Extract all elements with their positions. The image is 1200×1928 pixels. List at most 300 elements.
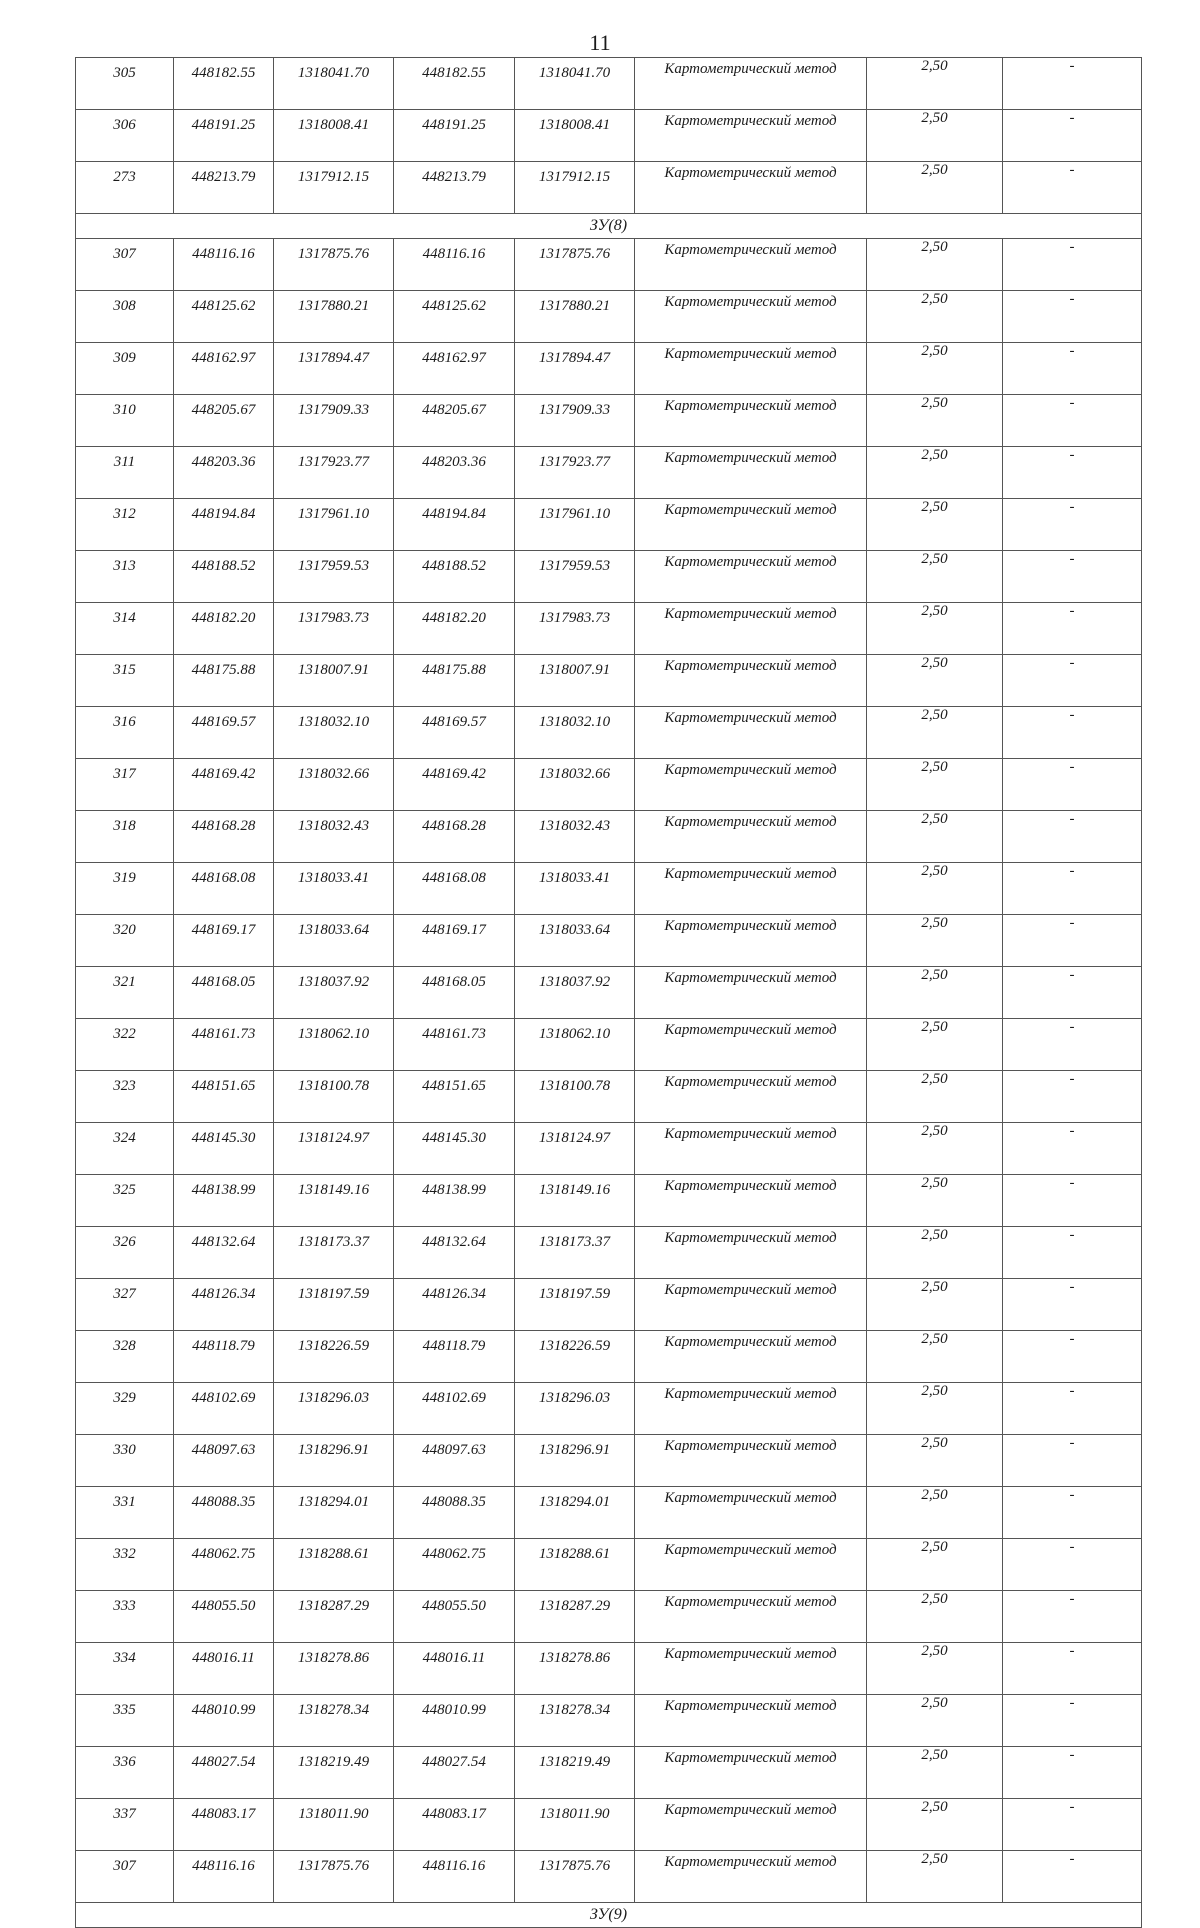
note-cell: - xyxy=(1003,499,1142,551)
table-row xyxy=(76,162,1142,214)
note-cell: - xyxy=(1003,1747,1142,1799)
x-coordinate-new-cell: 448102.69 xyxy=(394,1383,515,1435)
x-coordinate-cell: 448126.34 xyxy=(174,1279,274,1331)
table-row xyxy=(76,291,1142,343)
table-row xyxy=(76,395,1142,447)
point-id-cell: 337 xyxy=(76,1799,174,1851)
x-coordinate-new-cell: 448205.67 xyxy=(394,395,515,447)
y-coordinate-cell: 1318226.59 xyxy=(274,1331,394,1383)
point-id-cell: 324 xyxy=(76,1123,174,1175)
x-coordinate-cell: 448116.16 xyxy=(174,239,274,291)
x-coordinate-new-cell: 448168.08 xyxy=(394,863,515,915)
table-row xyxy=(76,1123,1142,1175)
point-id-cell: 315 xyxy=(76,655,174,707)
note-cell: - xyxy=(1003,915,1142,967)
x-coordinate-new-cell: 448062.75 xyxy=(394,1539,515,1591)
point-id-cell: 316 xyxy=(76,707,174,759)
y-coordinate-new-cell: 1317983.73 xyxy=(515,603,635,655)
table-row xyxy=(76,1747,1142,1799)
x-coordinate-new-cell: 448027.54 xyxy=(394,1747,515,1799)
table-row xyxy=(76,1279,1142,1331)
y-coordinate-new-cell: 1318032.43 xyxy=(515,811,635,863)
y-coordinate-new-cell: 1318124.97 xyxy=(515,1123,635,1175)
x-coordinate-new-cell: 448125.62 xyxy=(394,291,515,343)
y-coordinate-new-cell: 1318294.01 xyxy=(515,1487,635,1539)
accuracy-cell: 2,50 xyxy=(867,1071,1003,1123)
x-coordinate-cell: 448203.36 xyxy=(174,447,274,499)
y-coordinate-cell: 1317959.53 xyxy=(274,551,394,603)
y-coordinate-new-cell: 1317961.10 xyxy=(515,499,635,551)
y-coordinate-cell: 1318288.61 xyxy=(274,1539,394,1591)
method-cell: Картометрический метод xyxy=(635,1227,867,1279)
note-cell: - xyxy=(1003,291,1142,343)
table-row xyxy=(76,499,1142,551)
method-cell: Картометрический метод xyxy=(635,1487,867,1539)
y-coordinate-cell: 1318011.90 xyxy=(274,1799,394,1851)
y-coordinate-new-cell: 1317912.15 xyxy=(515,162,635,214)
accuracy-cell: 2,50 xyxy=(867,1175,1003,1227)
note-cell: - xyxy=(1003,1071,1142,1123)
y-coordinate-new-cell: 1318037.92 xyxy=(515,967,635,1019)
x-coordinate-cell: 448116.16 xyxy=(174,1851,274,1903)
y-coordinate-cell: 1317909.33 xyxy=(274,395,394,447)
y-coordinate-new-cell: 1317880.21 xyxy=(515,291,635,343)
x-coordinate-cell: 448194.84 xyxy=(174,499,274,551)
note-cell: - xyxy=(1003,1435,1142,1487)
method-cell: Картометрический метод xyxy=(635,1019,867,1071)
point-id-cell: 310 xyxy=(76,395,174,447)
y-coordinate-cell: 1318033.64 xyxy=(274,915,394,967)
accuracy-cell: 2,50 xyxy=(867,1227,1003,1279)
x-coordinate-new-cell: 448194.84 xyxy=(394,499,515,551)
x-coordinate-new-cell: 448203.36 xyxy=(394,447,515,499)
table-row xyxy=(76,967,1142,1019)
table-row xyxy=(76,1643,1142,1695)
y-coordinate-cell: 1318032.10 xyxy=(274,707,394,759)
accuracy-cell: 2,50 xyxy=(867,1279,1003,1331)
note-cell: - xyxy=(1003,58,1142,110)
method-cell: Картометрический метод xyxy=(635,863,867,915)
note-cell: - xyxy=(1003,1279,1142,1331)
x-coordinate-new-cell: 448188.52 xyxy=(394,551,515,603)
x-coordinate-new-cell: 448010.99 xyxy=(394,1695,515,1747)
x-coordinate-new-cell: 448088.35 xyxy=(394,1487,515,1539)
y-coordinate-cell: 1318278.34 xyxy=(274,1695,394,1747)
x-coordinate-cell: 448169.17 xyxy=(174,915,274,967)
y-coordinate-new-cell: 1318007.91 xyxy=(515,655,635,707)
y-coordinate-cell: 1318124.97 xyxy=(274,1123,394,1175)
table-row xyxy=(76,811,1142,863)
table-row xyxy=(76,58,1142,110)
point-id-cell: 327 xyxy=(76,1279,174,1331)
note-cell: - xyxy=(1003,1799,1142,1851)
section-label: ЗУ(9) xyxy=(76,1903,1142,1928)
method-cell: Картометрический метод xyxy=(635,1435,867,1487)
point-id-cell: 273 xyxy=(76,162,174,214)
accuracy-cell: 2,50 xyxy=(867,603,1003,655)
x-coordinate-new-cell: 448169.57 xyxy=(394,707,515,759)
point-id-cell: 309 xyxy=(76,343,174,395)
y-coordinate-cell: 1318100.78 xyxy=(274,1071,394,1123)
note-cell: - xyxy=(1003,655,1142,707)
accuracy-cell: 2,50 xyxy=(867,1123,1003,1175)
section-label: ЗУ(8) xyxy=(76,214,1142,239)
point-id-cell: 307 xyxy=(76,239,174,291)
x-coordinate-cell: 448138.99 xyxy=(174,1175,274,1227)
point-id-cell: 326 xyxy=(76,1227,174,1279)
accuracy-cell: 2,50 xyxy=(867,1851,1003,1903)
x-coordinate-new-cell: 448169.42 xyxy=(394,759,515,811)
table-row xyxy=(76,1851,1142,1903)
y-coordinate-new-cell: 1318197.59 xyxy=(515,1279,635,1331)
table-row xyxy=(76,707,1142,759)
y-coordinate-new-cell: 1318278.34 xyxy=(515,1695,635,1747)
y-coordinate-new-cell: 1318041.70 xyxy=(515,58,635,110)
x-coordinate-new-cell: 448168.28 xyxy=(394,811,515,863)
x-coordinate-cell: 448162.97 xyxy=(174,343,274,395)
table-row xyxy=(76,1539,1142,1591)
x-coordinate-new-cell: 448145.30 xyxy=(394,1123,515,1175)
note-cell: - xyxy=(1003,707,1142,759)
y-coordinate-new-cell: 1318033.41 xyxy=(515,863,635,915)
point-id-cell: 323 xyxy=(76,1071,174,1123)
x-coordinate-new-cell: 448151.65 xyxy=(394,1071,515,1123)
table-row xyxy=(76,863,1142,915)
y-coordinate-cell: 1318287.29 xyxy=(274,1591,394,1643)
table-row xyxy=(76,759,1142,811)
table-row xyxy=(76,1487,1142,1539)
accuracy-cell: 2,50 xyxy=(867,395,1003,447)
accuracy-cell: 2,50 xyxy=(867,915,1003,967)
accuracy-cell: 2,50 xyxy=(867,58,1003,110)
point-id-cell: 313 xyxy=(76,551,174,603)
note-cell: - xyxy=(1003,863,1142,915)
y-coordinate-cell: 1318296.91 xyxy=(274,1435,394,1487)
point-id-cell: 330 xyxy=(76,1435,174,1487)
accuracy-cell: 2,50 xyxy=(867,447,1003,499)
y-coordinate-new-cell: 1318032.10 xyxy=(515,707,635,759)
note-cell: - xyxy=(1003,1175,1142,1227)
y-coordinate-cell: 1318197.59 xyxy=(274,1279,394,1331)
note-cell: - xyxy=(1003,1643,1142,1695)
table-row xyxy=(76,1695,1142,1747)
accuracy-cell: 2,50 xyxy=(867,1643,1003,1695)
x-coordinate-cell: 448168.08 xyxy=(174,863,274,915)
point-id-cell: 318 xyxy=(76,811,174,863)
x-coordinate-cell: 448132.64 xyxy=(174,1227,274,1279)
method-cell: Картометрический метод xyxy=(635,162,867,214)
method-cell: Картометрический метод xyxy=(635,1747,867,1799)
x-coordinate-cell: 448055.50 xyxy=(174,1591,274,1643)
table-row xyxy=(76,1227,1142,1279)
table-row xyxy=(76,603,1142,655)
x-coordinate-new-cell: 448126.34 xyxy=(394,1279,515,1331)
table-row xyxy=(76,1435,1142,1487)
y-coordinate-new-cell: 1318226.59 xyxy=(515,1331,635,1383)
table-row xyxy=(76,1799,1142,1851)
accuracy-cell: 2,50 xyxy=(867,1331,1003,1383)
y-coordinate-new-cell: 1317894.47 xyxy=(515,343,635,395)
accuracy-cell: 2,50 xyxy=(867,707,1003,759)
x-coordinate-new-cell: 448116.16 xyxy=(394,239,515,291)
x-coordinate-cell: 448175.88 xyxy=(174,655,274,707)
method-cell: Картометрический метод xyxy=(635,707,867,759)
y-coordinate-new-cell: 1318296.03 xyxy=(515,1383,635,1435)
method-cell: Картометрический метод xyxy=(635,551,867,603)
method-cell: Картометрический метод xyxy=(635,499,867,551)
table-row xyxy=(76,1383,1142,1435)
x-coordinate-cell: 448169.57 xyxy=(174,707,274,759)
method-cell: Картометрический метод xyxy=(635,1851,867,1903)
note-cell: - xyxy=(1003,1331,1142,1383)
x-coordinate-cell: 448168.28 xyxy=(174,811,274,863)
table-row xyxy=(76,915,1142,967)
point-id-cell: 335 xyxy=(76,1695,174,1747)
accuracy-cell: 2,50 xyxy=(867,1591,1003,1643)
point-id-cell: 328 xyxy=(76,1331,174,1383)
x-coordinate-cell: 448016.11 xyxy=(174,1643,274,1695)
x-coordinate-new-cell: 448138.99 xyxy=(394,1175,515,1227)
method-cell: Картометрический метод xyxy=(635,967,867,1019)
y-coordinate-cell: 1317983.73 xyxy=(274,603,394,655)
x-coordinate-cell: 448118.79 xyxy=(174,1331,274,1383)
x-coordinate-cell: 448168.05 xyxy=(174,967,274,1019)
y-coordinate-cell: 1318008.41 xyxy=(274,110,394,162)
table-row xyxy=(76,343,1142,395)
table-row xyxy=(76,1331,1142,1383)
note-cell: - xyxy=(1003,551,1142,603)
y-coordinate-new-cell: 1317959.53 xyxy=(515,551,635,603)
table-row xyxy=(76,447,1142,499)
note-cell: - xyxy=(1003,1019,1142,1071)
accuracy-cell: 2,50 xyxy=(867,551,1003,603)
note-cell: - xyxy=(1003,1123,1142,1175)
note-cell: - xyxy=(1003,603,1142,655)
note-cell: - xyxy=(1003,1851,1142,1903)
x-coordinate-cell: 448027.54 xyxy=(174,1747,274,1799)
x-coordinate-cell: 448010.99 xyxy=(174,1695,274,1747)
accuracy-cell: 2,50 xyxy=(867,162,1003,214)
method-cell: Картометрический метод xyxy=(635,759,867,811)
accuracy-cell: 2,50 xyxy=(867,759,1003,811)
note-cell: - xyxy=(1003,967,1142,1019)
method-cell: Картометрический метод xyxy=(635,603,867,655)
x-coordinate-new-cell: 448182.55 xyxy=(394,58,515,110)
accuracy-cell: 2,50 xyxy=(867,343,1003,395)
y-coordinate-cell: 1318296.03 xyxy=(274,1383,394,1435)
coordinates-table xyxy=(75,57,1142,1928)
point-id-cell: 336 xyxy=(76,1747,174,1799)
accuracy-cell: 2,50 xyxy=(867,1435,1003,1487)
x-coordinate-cell: 448161.73 xyxy=(174,1019,274,1071)
note-cell: - xyxy=(1003,110,1142,162)
method-cell: Картометрический метод xyxy=(635,1071,867,1123)
method-cell: Картометрический метод xyxy=(635,291,867,343)
point-id-cell: 306 xyxy=(76,110,174,162)
x-coordinate-cell: 448169.42 xyxy=(174,759,274,811)
x-coordinate-cell: 448182.55 xyxy=(174,58,274,110)
y-coordinate-new-cell: 1318173.37 xyxy=(515,1227,635,1279)
point-id-cell: 332 xyxy=(76,1539,174,1591)
point-id-cell: 329 xyxy=(76,1383,174,1435)
method-cell: Картометрический метод xyxy=(635,58,867,110)
note-cell: - xyxy=(1003,447,1142,499)
y-coordinate-new-cell: 1318033.64 xyxy=(515,915,635,967)
method-cell: Картометрический метод xyxy=(635,447,867,499)
x-coordinate-cell: 448151.65 xyxy=(174,1071,274,1123)
note-cell: - xyxy=(1003,1383,1142,1435)
y-coordinate-new-cell: 1318008.41 xyxy=(515,110,635,162)
y-coordinate-cell: 1318032.66 xyxy=(274,759,394,811)
point-id-cell: 314 xyxy=(76,603,174,655)
accuracy-cell: 2,50 xyxy=(867,863,1003,915)
method-cell: Картометрический метод xyxy=(635,1175,867,1227)
note-cell: - xyxy=(1003,759,1142,811)
x-coordinate-new-cell: 448161.73 xyxy=(394,1019,515,1071)
note-cell: - xyxy=(1003,162,1142,214)
method-cell: Картометрический метод xyxy=(635,1799,867,1851)
y-coordinate-new-cell: 1318287.29 xyxy=(515,1591,635,1643)
y-coordinate-new-cell: 1318011.90 xyxy=(515,1799,635,1851)
x-coordinate-cell: 448088.35 xyxy=(174,1487,274,1539)
section-header-row xyxy=(76,214,1142,239)
y-coordinate-cell: 1317912.15 xyxy=(274,162,394,214)
y-coordinate-cell: 1318007.91 xyxy=(274,655,394,707)
point-id-cell: 305 xyxy=(76,58,174,110)
table-row xyxy=(76,1019,1142,1071)
accuracy-cell: 2,50 xyxy=(867,1539,1003,1591)
y-coordinate-cell: 1317875.76 xyxy=(274,239,394,291)
method-cell: Картометрический метод xyxy=(635,1643,867,1695)
x-coordinate-cell: 448182.20 xyxy=(174,603,274,655)
x-coordinate-new-cell: 448132.64 xyxy=(394,1227,515,1279)
table-row xyxy=(76,110,1142,162)
y-coordinate-cell: 1317880.21 xyxy=(274,291,394,343)
x-coordinate-new-cell: 448169.17 xyxy=(394,915,515,967)
x-coordinate-new-cell: 448162.97 xyxy=(394,343,515,395)
x-coordinate-cell: 448102.69 xyxy=(174,1383,274,1435)
y-coordinate-new-cell: 1317909.33 xyxy=(515,395,635,447)
accuracy-cell: 2,50 xyxy=(867,110,1003,162)
method-cell: Картометрический метод xyxy=(635,915,867,967)
point-id-cell: 333 xyxy=(76,1591,174,1643)
y-coordinate-cell: 1318294.01 xyxy=(274,1487,394,1539)
note-cell: - xyxy=(1003,1227,1142,1279)
x-coordinate-cell: 448125.62 xyxy=(174,291,274,343)
point-id-cell: 321 xyxy=(76,967,174,1019)
accuracy-cell: 2,50 xyxy=(867,239,1003,291)
note-cell: - xyxy=(1003,1539,1142,1591)
table-row xyxy=(76,1175,1142,1227)
method-cell: Картометрический метод xyxy=(635,110,867,162)
x-coordinate-cell: 448145.30 xyxy=(174,1123,274,1175)
y-coordinate-cell: 1318062.10 xyxy=(274,1019,394,1071)
y-coordinate-cell: 1318041.70 xyxy=(274,58,394,110)
x-coordinate-new-cell: 448055.50 xyxy=(394,1591,515,1643)
x-coordinate-cell: 448188.52 xyxy=(174,551,274,603)
note-cell: - xyxy=(1003,343,1142,395)
point-id-cell: 334 xyxy=(76,1643,174,1695)
accuracy-cell: 2,50 xyxy=(867,1487,1003,1539)
note-cell: - xyxy=(1003,1695,1142,1747)
note-cell: - xyxy=(1003,239,1142,291)
x-coordinate-new-cell: 448118.79 xyxy=(394,1331,515,1383)
accuracy-cell: 2,50 xyxy=(867,291,1003,343)
y-coordinate-cell: 1317961.10 xyxy=(274,499,394,551)
method-cell: Картометрический метод xyxy=(635,1591,867,1643)
table-row xyxy=(76,239,1142,291)
point-id-cell: 320 xyxy=(76,915,174,967)
method-cell: Картометрический метод xyxy=(635,1279,867,1331)
y-coordinate-new-cell: 1317923.77 xyxy=(515,447,635,499)
method-cell: Картометрический метод xyxy=(635,1695,867,1747)
x-coordinate-new-cell: 448097.63 xyxy=(394,1435,515,1487)
y-coordinate-cell: 1318278.86 xyxy=(274,1643,394,1695)
y-coordinate-new-cell: 1317875.76 xyxy=(515,1851,635,1903)
coordinates-table-body xyxy=(76,58,1142,1928)
y-coordinate-cell: 1318032.43 xyxy=(274,811,394,863)
method-cell: Картометрический метод xyxy=(635,655,867,707)
method-cell: Картометрический метод xyxy=(635,1123,867,1175)
note-cell: - xyxy=(1003,1487,1142,1539)
point-id-cell: 325 xyxy=(76,1175,174,1227)
method-cell: Картометрический метод xyxy=(635,811,867,863)
accuracy-cell: 2,50 xyxy=(867,967,1003,1019)
y-coordinate-new-cell: 1318296.91 xyxy=(515,1435,635,1487)
method-cell: Картометрический метод xyxy=(635,239,867,291)
point-id-cell: 307 xyxy=(76,1851,174,1903)
point-id-cell: 312 xyxy=(76,499,174,551)
x-coordinate-cell: 448083.17 xyxy=(174,1799,274,1851)
x-coordinate-new-cell: 448083.17 xyxy=(394,1799,515,1851)
accuracy-cell: 2,50 xyxy=(867,499,1003,551)
accuracy-cell: 2,50 xyxy=(867,1799,1003,1851)
method-cell: Картометрический метод xyxy=(635,1383,867,1435)
page-number: 11 xyxy=(589,30,611,55)
accuracy-cell: 2,50 xyxy=(867,1019,1003,1071)
y-coordinate-new-cell: 1318100.78 xyxy=(515,1071,635,1123)
x-coordinate-new-cell: 448213.79 xyxy=(394,162,515,214)
x-coordinate-cell: 448213.79 xyxy=(174,162,274,214)
y-coordinate-cell: 1318219.49 xyxy=(274,1747,394,1799)
y-coordinate-cell: 1317894.47 xyxy=(274,343,394,395)
y-coordinate-cell: 1318037.92 xyxy=(274,967,394,1019)
note-cell: - xyxy=(1003,811,1142,863)
accuracy-cell: 2,50 xyxy=(867,655,1003,707)
point-id-cell: 322 xyxy=(76,1019,174,1071)
x-coordinate-cell: 448191.25 xyxy=(174,110,274,162)
y-coordinate-cell: 1317875.76 xyxy=(274,1851,394,1903)
x-coordinate-cell: 448097.63 xyxy=(174,1435,274,1487)
point-id-cell: 308 xyxy=(76,291,174,343)
point-id-cell: 331 xyxy=(76,1487,174,1539)
accuracy-cell: 2,50 xyxy=(867,811,1003,863)
table-row xyxy=(76,551,1142,603)
y-coordinate-cell: 1317923.77 xyxy=(274,447,394,499)
point-id-cell: 311 xyxy=(76,447,174,499)
note-cell: - xyxy=(1003,1591,1142,1643)
x-coordinate-new-cell: 448175.88 xyxy=(394,655,515,707)
accuracy-cell: 2,50 xyxy=(867,1695,1003,1747)
y-coordinate-new-cell: 1318219.49 xyxy=(515,1747,635,1799)
x-coordinate-cell: 448062.75 xyxy=(174,1539,274,1591)
point-id-cell: 317 xyxy=(76,759,174,811)
note-cell: - xyxy=(1003,395,1142,447)
y-coordinate-new-cell: 1318032.66 xyxy=(515,759,635,811)
table-row xyxy=(76,1071,1142,1123)
y-coordinate-cell: 1318149.16 xyxy=(274,1175,394,1227)
method-cell: Картометрический метод xyxy=(635,1539,867,1591)
